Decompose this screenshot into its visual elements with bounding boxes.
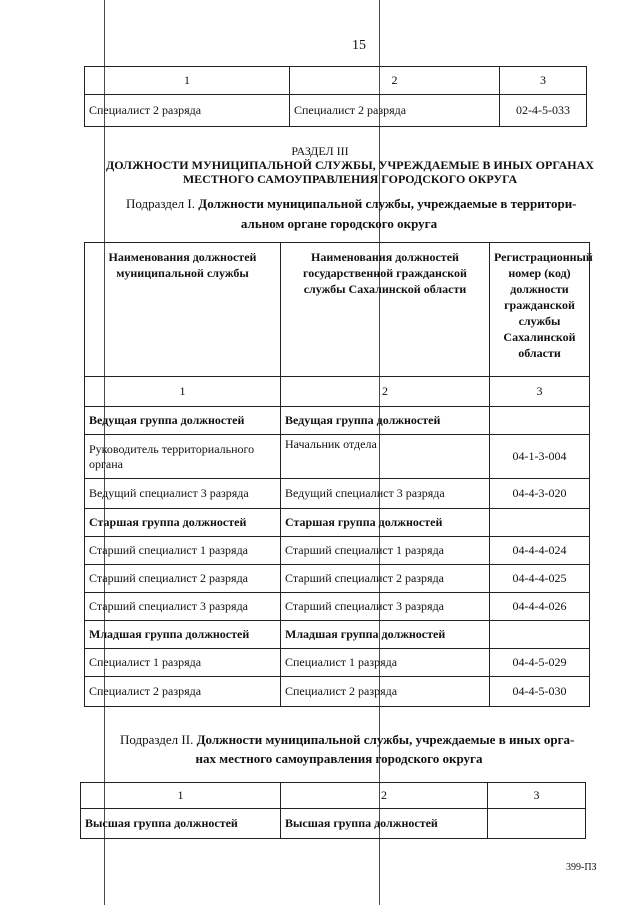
group-cell-1: Старшая группа должностей xyxy=(85,509,281,537)
top-table-cell-2: Специалист 2 разряда xyxy=(290,95,500,127)
top-table-header-2: 2 xyxy=(290,67,500,95)
row-cell-1: Старший специалист 3 разряда xyxy=(85,593,281,621)
group-cell-3 xyxy=(490,407,590,435)
table-row xyxy=(85,435,590,479)
group-cell-1: Ведущая группа должностей xyxy=(85,407,281,435)
group-cell-2: Ведущая группа должностей xyxy=(281,407,490,435)
bottom-table-header-1: 1 xyxy=(81,783,281,809)
main-table-colnum-1: 1 xyxy=(85,377,281,407)
subsection-1-title: Подраздел I. Должности муниципальной службы, учреждаемые в территори- xyxy=(126,196,577,211)
row-cell-3: 04-4-4-025 xyxy=(490,565,590,593)
bottom-table-header-2: 2 xyxy=(281,783,488,809)
footer-code: 399-ПЗ xyxy=(566,862,597,873)
row-cell-2: Ведущий специалист 3 разряда xyxy=(281,479,490,509)
row-cell-2: Начальник отдела xyxy=(281,435,490,479)
main-table-colnum-2: 2 xyxy=(281,377,490,407)
subsection-2-title: Подраздел II. Должности муниципальной службы, учреждаемые в иных орга- xyxy=(120,732,575,747)
row-cell-3: 04-4-5-029 xyxy=(490,649,590,677)
table-row xyxy=(85,677,590,707)
table-row xyxy=(85,649,590,677)
top-table-header-3: 3 xyxy=(500,67,587,95)
group-cell-2: Младшая группа должностей xyxy=(281,621,490,649)
row-cell-2: Специалист 2 разряда xyxy=(281,677,490,707)
table-row xyxy=(85,565,590,593)
row-cell-2: Старший специалист 1 разряда xyxy=(281,537,490,565)
row-cell-1: Специалист 2 разряда xyxy=(85,677,281,707)
row-cell-1: Старший специалист 1 разряда xyxy=(85,537,281,565)
table-row xyxy=(85,509,590,537)
section-title: ДОЛЖНОСТИ МУНИЦИПАЛЬНОЙ СЛУЖБЫ, УЧРЕЖДАЕМЫЕ В ИНЫХ ОРГАНАХ МЕСТНОГО САМОУПРАВЛЕНИЯ ГОРОДСКОГО ОКРУГА xyxy=(106,158,594,186)
main-table xyxy=(84,242,593,707)
bottom-table-cell-1: Высшая группа должностей xyxy=(81,809,281,839)
table-row xyxy=(85,621,590,649)
row-cell-3: 04-1-3-004 xyxy=(490,435,590,479)
section-label: РАЗДЕЛ III xyxy=(291,144,349,158)
subsection-2-title-cont: нах местного самоуправления городского округа xyxy=(195,751,483,766)
bottom-table-cell-2: Высшая группа должностей xyxy=(281,809,488,839)
row-cell-3: 04-4-4-024 xyxy=(490,537,590,565)
row-cell-3: 04-4-5-030 xyxy=(490,677,590,707)
group-cell-2: Старшая группа должностей xyxy=(281,509,490,537)
main-table-colnum-3: 3 xyxy=(490,377,590,407)
row-cell-3: 04-4-4-026 xyxy=(490,593,590,621)
row-cell-3: 04-4-3-020 xyxy=(490,479,590,509)
row-cell-1: Ведущий специалист 3 разряда xyxy=(85,479,281,509)
row-cell-1: Специалист 1 разряда xyxy=(85,649,281,677)
table-row xyxy=(85,407,590,435)
main-table-header-3: Регистрационный номер (код) должности гражданской службы Сахалинской области xyxy=(490,243,590,377)
bottom-table xyxy=(80,782,586,839)
group-cell-3 xyxy=(490,621,590,649)
main-table-header-1: Наименования должностей муниципальной службы xyxy=(85,243,281,377)
page-number: 15 xyxy=(352,38,366,53)
row-cell-1: Старший специалист 2 разряда xyxy=(85,565,281,593)
main-table-header-2: Наименования должностей государственной гражданской службы Сахалинской области xyxy=(281,243,490,377)
row-cell-2: Старший специалист 2 разряда xyxy=(281,565,490,593)
top-table-header-1: 1 xyxy=(85,67,290,95)
top-table-cell-3: 02-4-5-033 xyxy=(500,95,587,127)
top-table-cell-1: Специалист 2 разряда xyxy=(85,95,290,127)
row-cell-1: Руководитель территориального органа xyxy=(85,435,281,479)
bottom-table-header-3: 3 xyxy=(488,783,586,809)
row-cell-2: Специалист 1 разряда xyxy=(281,649,490,677)
top-table xyxy=(84,66,587,127)
table-row xyxy=(85,593,590,621)
subsection-1-title-cont: альном органе городского округа xyxy=(240,216,438,231)
group-cell-3 xyxy=(490,509,590,537)
bottom-table-cell-3 xyxy=(488,809,586,839)
group-cell-1: Младшая группа должностей xyxy=(85,621,281,649)
table-row xyxy=(85,479,590,509)
table-row xyxy=(85,537,590,565)
row-cell-2: Старший специалист 3 разряда xyxy=(281,593,490,621)
